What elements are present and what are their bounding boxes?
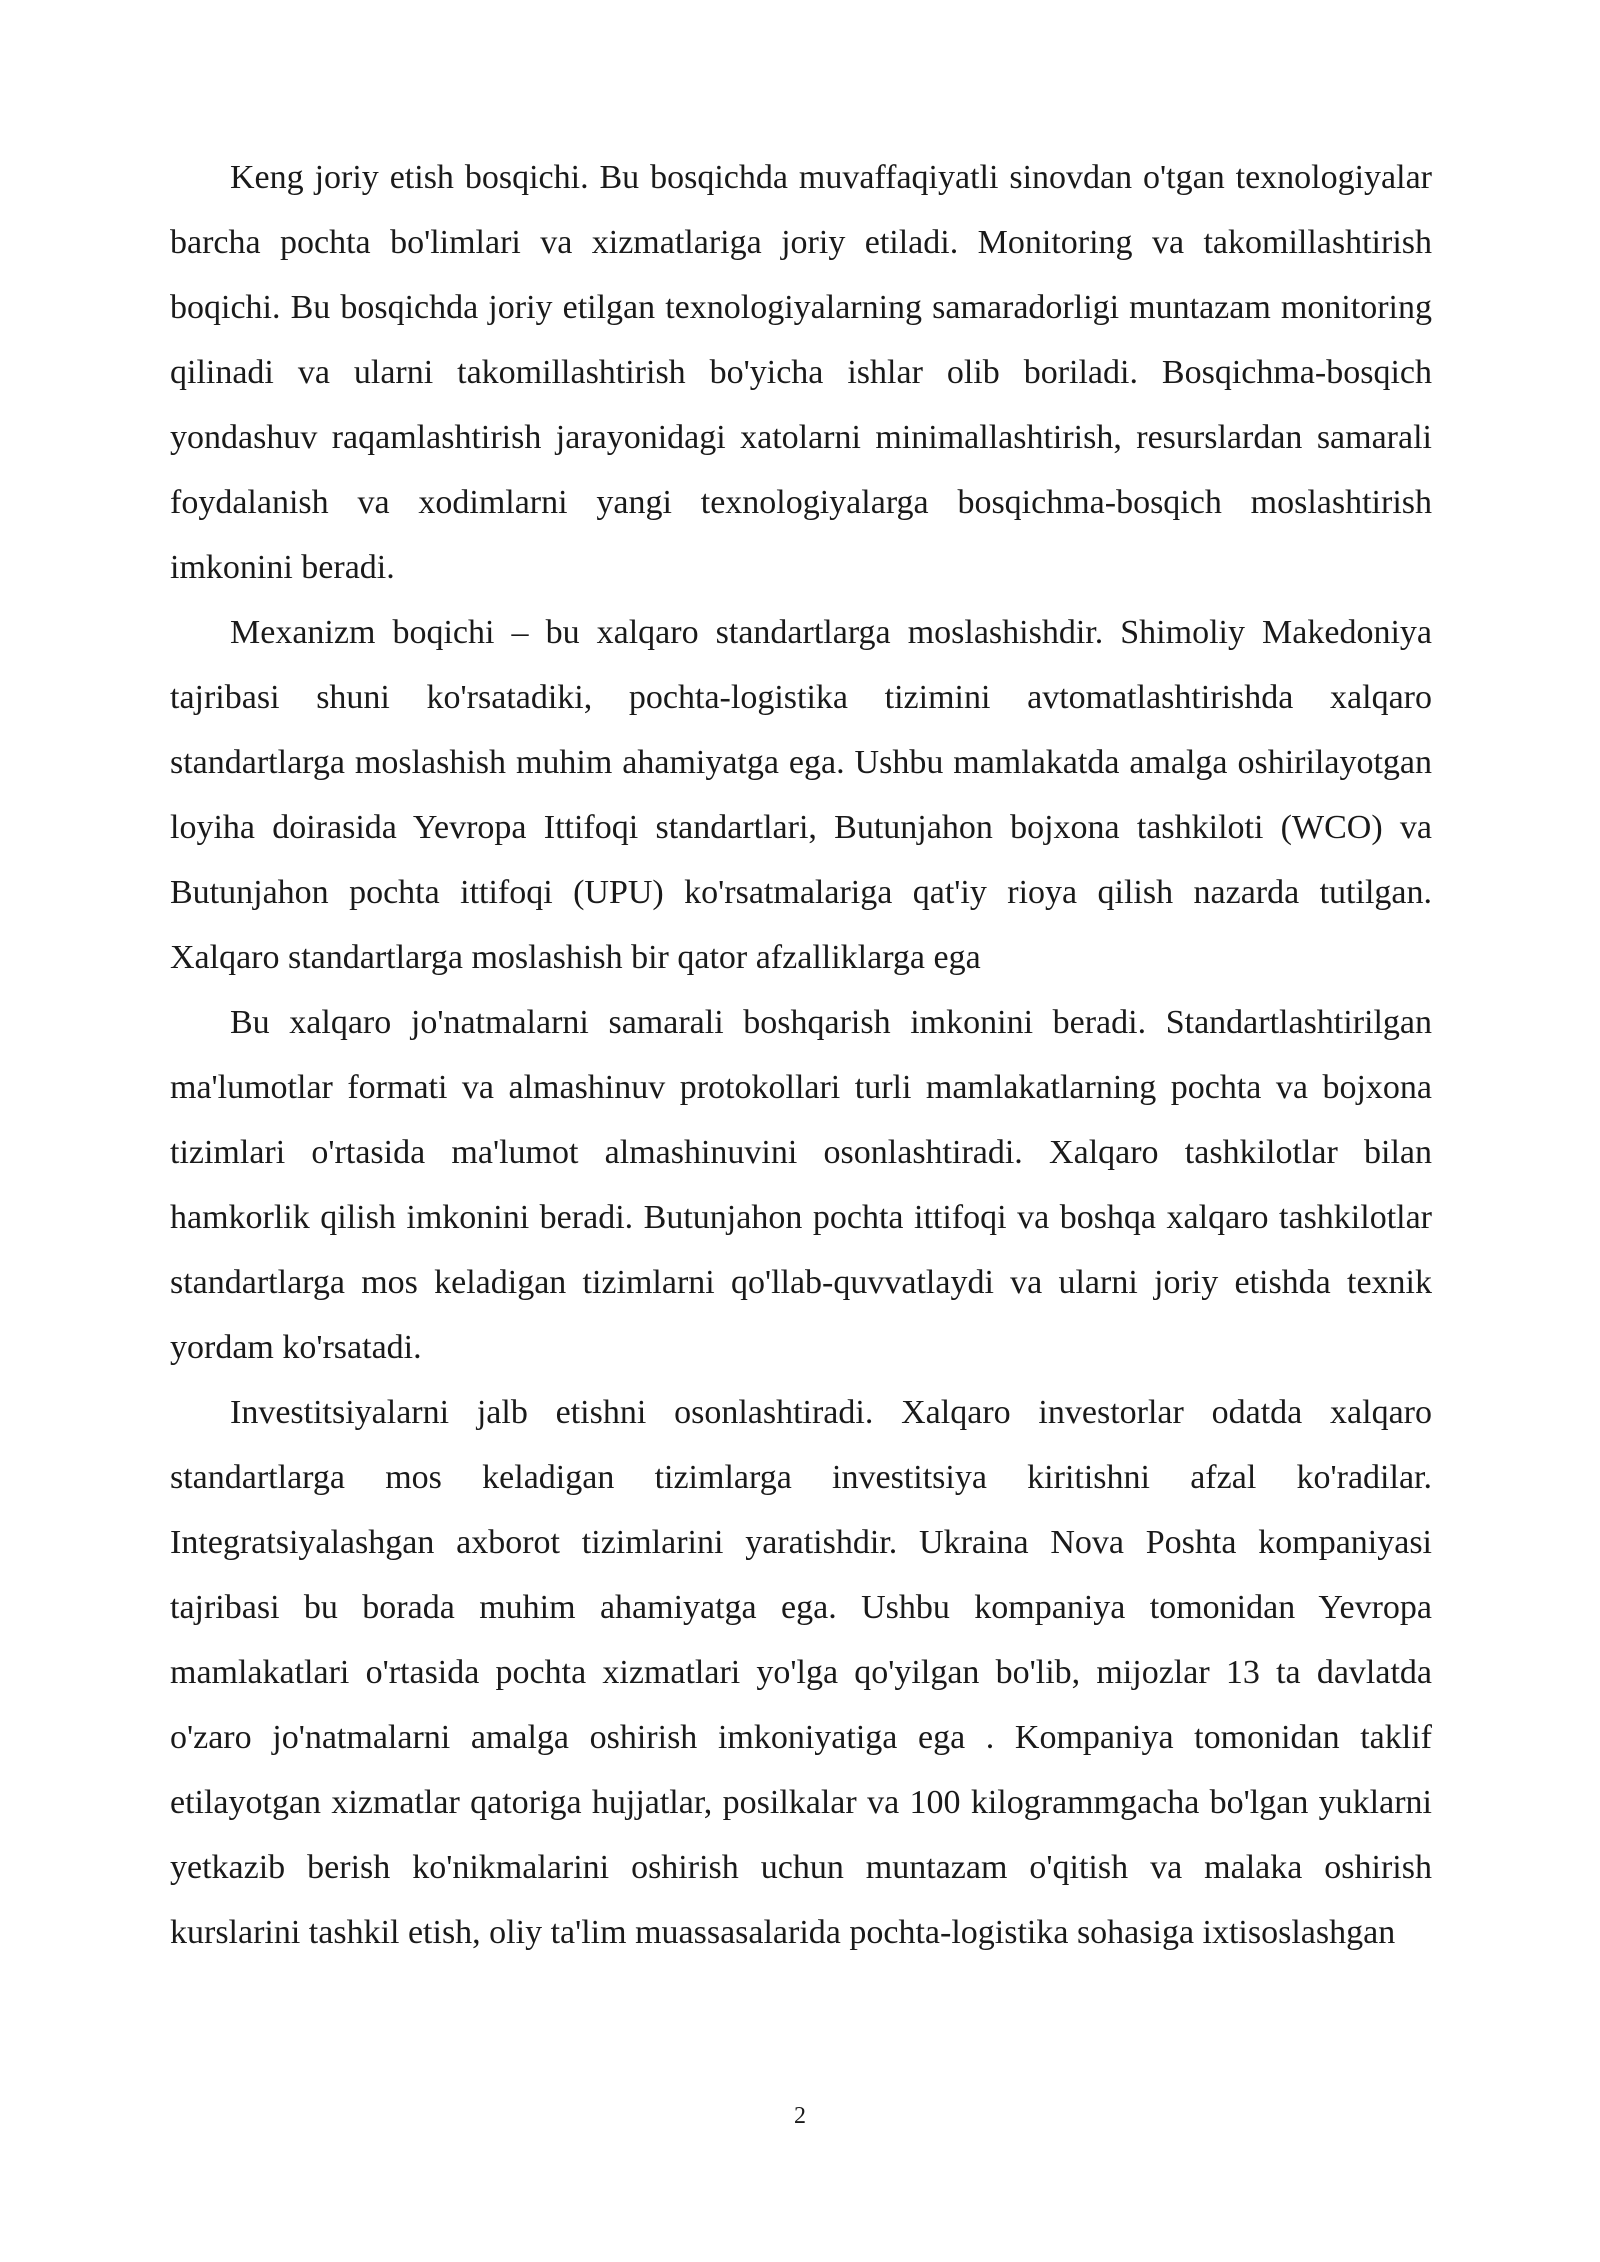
paragraph-xalqaro-jonatmalar: Bu xalqaro jo'natmalarni samarali boshqarish imkonini beradi. Standartlashtirilgan ma'lumotlar formati va almashinuv protokollari turli mamlakatlarning pochta va bojxona tizimlari o'rtasida ma'lumot almashinuvini osonlashtiradi. Xalqaro tashkilotlar bilan hamkorlik qilish imkonini beradi. Butunjahon pochta ittifoqi va boshqa xalqaro tashkilotlar standartlarga mos keladigan tizimlarni qo'llab-quvvatlaydi va ularni joriy etishda texnik yordam ko'rsatadi.	[170, 1004, 1432, 1366]
paragraph-mexanizm-boqichi: Mexanizm boqichi – bu xalqaro standartlarga moslashishdir. Shimoliy Makedoniya tajribasi shuni ko'rsatadiki, pochta-logistika tizimini avtomatlashtirishda xalqaro standartlarga moslashish muhim ahamiyatga ega. Ushbu mamlakatda amalga oshirilayotgan loyiha doirasida Yevropa Ittifoqi standartlari, Butunjahon bojxona tashkiloti (WCO) va Butunjahon pochta ittifoqi (UPU) ko'rsatmalariga qat'iy rioya qilish nazarda tutilgan. Xalqaro standartlarga moslashish bir qator afzalliklarga ega	[170, 614, 1432, 976]
paragraph-keng-joriy-etish: Keng joriy etish bosqichi. Bu bosqichda muvaffaqiyatli sinovdan o'tgan texnologiyalar barcha pochta bo'limlari va xizmatlariga joriy etiladi. Monitoring va takomillashtirish boqichi. Bu bosqichda joriy etilgan texnologiyalarning samaradorligi muntazam monitoring qilinadi va ularni takomillashtirish bo'yicha ishlar olib boriladi. Bosqichma-bosqich yondashuv raqamlashtirish jarayonidagi xatolarni minimallashtirish, resurslardan samarali foydalanish va xodimlarni yangi texnologiyalarga bosqichma-bosqich moslashtirish imkonini beradi.	[170, 159, 1432, 586]
document-body	[170, 145, 1432, 1965]
page-number: 2	[794, 2103, 806, 2129]
paragraph-investitsiyalar: Investitsiyalarni jalb etishni osonlashtiradi. Xalqaro investorlar odatda xalqaro standartlarga mos keladigan tizimlarga investitsiya kiritishni afzal ko'radilar. Integratsiyalashgan axborot tizimlarini yaratishdir. Ukraina Nova Poshta kompaniyasi tajribasi bu borada muhim ahamiyatga ega. Ushbu kompaniya tomonidan Yevropa mamlakatlari o'rtasida pochta xizmatlari yo'lga qo'yilgan bo'lib, mijozlar 13 ta davlatda o'zaro jo'natmalarni amalga oshirish imkoniyatiga ega . Kompaniya tomonidan taklif etilayotgan xizmatlar qatoriga hujjatlar, posilkalar va 100 kilogrammgacha bo'lgan yuklarni yetkazib berish ko'nikmalarini oshirish uchun muntazam o'qitish va malaka oshirish kurslarini tashkil etish, oliy ta'lim muassasalarida pochta-logistika sohasiga ixtisoslashgan	[170, 1394, 1432, 1951]
